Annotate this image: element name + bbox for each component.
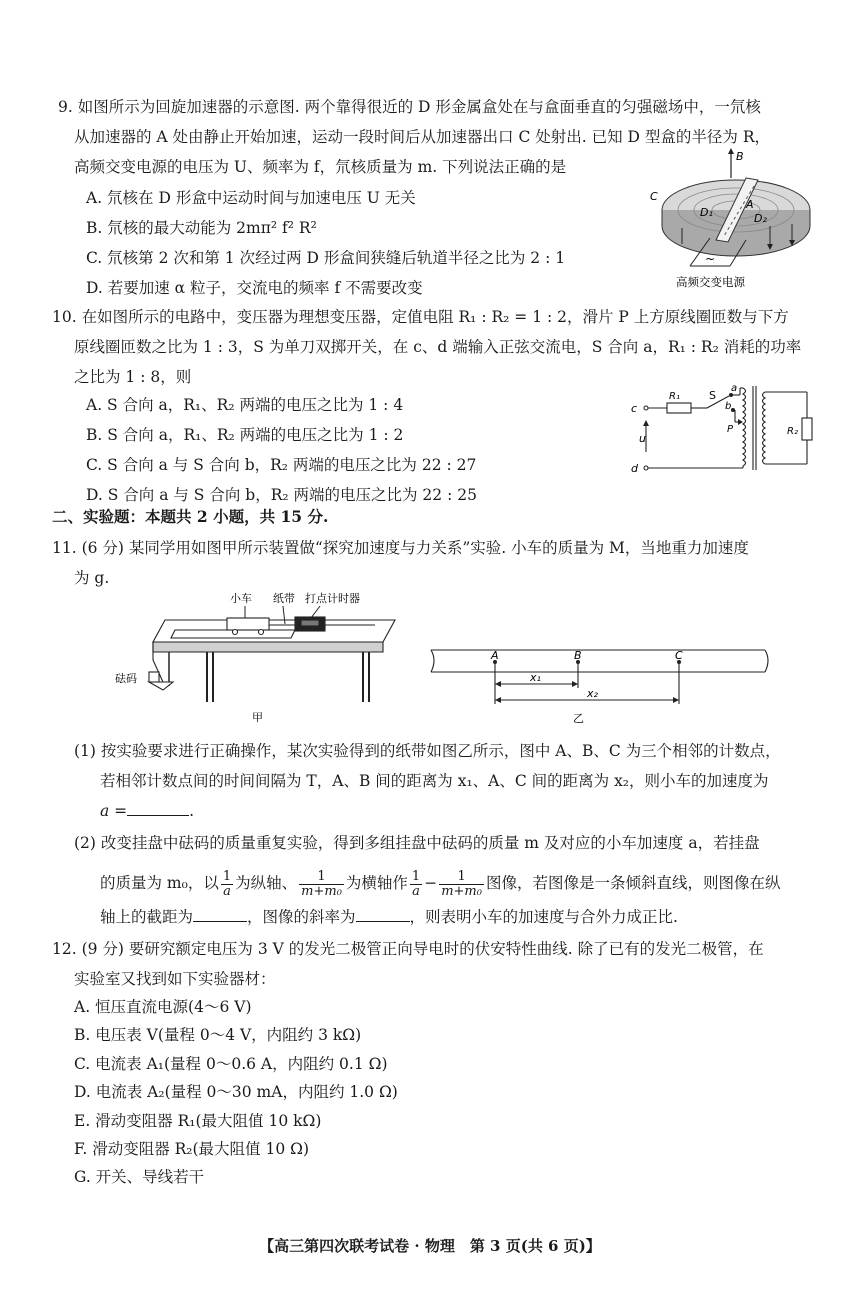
q9-stem-line1: 9. 如图所示为回旋加速器的示意图. 两个靠得很近的 D 形金属盒处在与盒面垂直的匀强磁场中，一氘核 (58, 98, 761, 116)
period: . (189, 802, 195, 820)
cyclotron-caption: 高频交变电源 (676, 275, 745, 289)
text-segment: 轴上的截距为 (100, 908, 194, 926)
text-segment: ，图像的斜率为 (247, 908, 356, 926)
q12-stem-line1: 12. (9 分) 要研究额定电压为 3 V 的发光二极管正向导电时的伏安特性曲线. 除了已有的发光二极管，在 (52, 940, 764, 958)
label-weight: 砝码 (115, 672, 137, 685)
text-segment: 的质量为 m₀，以 (100, 874, 219, 892)
label-u: u (639, 432, 646, 445)
fraction-1-over-m-m0 (439, 870, 484, 899)
fraction-numerator: 1 (411, 868, 421, 884)
label-B: B (736, 150, 744, 163)
q10-stem-line3: 之比为 1 : 8，则 (74, 368, 192, 386)
fraction-denominator: m+m₀ (301, 883, 342, 899)
q12-item: A. 恒压直流电源(4～6 V) (74, 998, 252, 1016)
fraction-numerator: 1 (222, 868, 232, 884)
label-S: S (709, 389, 716, 402)
fraction-1-over-a (221, 870, 233, 899)
q12-item: D. 电流表 A₂(量程 0～30 mA，内阻约 1.0 Ω) (74, 1083, 398, 1101)
label-D2: D₂ (754, 212, 767, 225)
experiment-setup-figure (115, 590, 405, 730)
tape-label-x1: x₁ (530, 671, 541, 684)
q10-stem-line2: 原线圈匝数之比为 1 : 3，S 为单刀双掷开关，在 c、d 端输入正弦交流电，S 合向 a，R₁ : R₂ 消耗的功率 (74, 338, 802, 356)
q10-option-b: B. S 合向 a，R₁、R₂ 两端的电压之比为 1 : 2 (86, 426, 404, 444)
fraction-denominator: a (412, 883, 420, 899)
label-A: A (746, 198, 754, 211)
q12-item: E. 滑动变阻器 R₁(最大阻值 10 kΩ) (74, 1112, 322, 1130)
fraction-1-over-a (410, 870, 422, 899)
paper-tape-figure (425, 640, 780, 726)
label-a: a (731, 383, 738, 394)
q11-part2-line2 (100, 866, 780, 900)
label-R1: R₁ (669, 391, 680, 402)
transformer-circuit-figure (625, 382, 820, 482)
q11-stem-line1: 11. (6 分) 某同学用如图甲所示装置做“探究加速度与力关系”实验. 小车的质量为 M，当地重力加速度 (52, 539, 749, 557)
fraction-numerator: 1 (299, 870, 344, 885)
q12-item: B. 电压表 V(量程 0～4 V，内阻约 3 kΩ) (74, 1026, 362, 1044)
q12-item: G. 开关、导线若干 (74, 1168, 205, 1186)
q9-stem-line2: 从加速器的 A 处由静止开始加速，运动一段时间后从加速器出口 C 处射出. 已知 D 型盒的半径为 R， (74, 128, 770, 146)
q12-stem-line2: 实验室又找到如下实验器材： (74, 970, 276, 988)
q12-item: C. 电流表 A₁(量程 0～0.6 A，内阻约 0.1 Ω) (74, 1055, 388, 1073)
tape-label-A: A (491, 649, 499, 662)
q11-stem-line2: 为 g. (74, 569, 110, 587)
accel-symbol: a = (100, 802, 128, 820)
text-segment: 图像，若图像是一条倾斜直线，则图像在纵 (485, 874, 781, 892)
label-d: d (631, 462, 638, 475)
label-tape: 纸带 (273, 592, 295, 605)
answer-blank-acceleration[interactable] (127, 801, 189, 816)
answer-blank-intercept[interactable] (193, 907, 247, 922)
label-C: C (650, 190, 658, 203)
q9-option-a: A. 氘核在 D 形盒中运动时间与加速电压 U 无关 (86, 189, 416, 207)
q10-option-c: C. S 合向 a 与 S 合向 b，R₂ 两端的电压之比为 22 : 27 (86, 456, 477, 474)
fraction-numerator: 1 (439, 870, 484, 885)
caption-jia: 甲 (252, 711, 263, 724)
fraction-1-over-m-m0 (299, 870, 344, 899)
q10-option-a: A. S 合向 a，R₁、R₂ 两端的电压之比为 1 : 4 (86, 396, 404, 414)
minus-sign: − (424, 874, 438, 892)
q11-part2-line3 (100, 906, 678, 928)
q10-option-d: D. S 合向 a 与 S 合向 b，R₂ 两端的电压之比为 22 : 25 (86, 486, 477, 504)
fraction-denominator: a (223, 883, 231, 899)
q9-option-d: D. 若要加速 α 粒子，交流电的频率 f 不需要改变 (86, 279, 423, 297)
q12-item: F. 滑动变阻器 R₂(最大阻值 10 Ω) (74, 1140, 310, 1158)
tape-label-C: C (675, 649, 683, 662)
text-segment: 为纵轴、 (235, 874, 298, 892)
q9-stem-line3: 高频交变电源的电压为 U、频率为 f，氘核质量为 m. 下列说法正确的是 (74, 158, 567, 176)
q11-part1-line1: (1) 按实验要求进行正确操作，某次实验得到的纸带如图乙所示，图中 A、B、C 为三个相邻的计数点， (74, 742, 781, 760)
text-segment: 为横轴作 (345, 874, 408, 892)
section-2-heading: 二、实验题：本题共 2 小题，共 15 分. (52, 507, 329, 526)
q9-option-b: B. 氘核的最大动能为 2mπ² f² R² (86, 219, 317, 237)
label-tilde: ~ (705, 252, 716, 266)
label-car: 小车 (230, 592, 252, 605)
tape-label-x2: x₂ (587, 687, 598, 700)
page-footer: 【高三第四次联考试卷 · 物理 第 3 页(共 6 页)】 (259, 1237, 601, 1255)
label-b: b (725, 401, 732, 412)
text-segment: ，则表明小车的加速度与合外力成正比. (409, 908, 678, 926)
q10-stem-line1: 10. 在如图所示的电路中，变压器为理想变压器，定值电阻 R₁ : R₂ = 1 : 2，滑片 P 上方原线圈匝数与下方 (52, 308, 789, 326)
answer-blank-slope[interactable] (356, 907, 410, 922)
fraction-denominator: m+m₀ (441, 883, 482, 899)
tape-label-B: B (574, 649, 582, 662)
q11-part1-line3 (100, 800, 194, 822)
q11-part1-line2: 若相邻计数点间的时间间隔为 T，A、B 间的距离为 x₁、A、C 间的距离为 x₂，则小车的加速度为 (100, 772, 769, 790)
q9-option-c: C. 氘核第 2 次和第 1 次经过两 D 形盒间狭缝后轨道半径之比为 2 : 1 (86, 249, 566, 267)
label-P: P (727, 424, 734, 435)
q11-part2-line1: (2) 改变挂盘中砝码的质量重复实验，得到多组挂盘中砝码的质量 m 及对应的小车加速度 a，若挂盘 (74, 834, 760, 852)
cyclotron-figure (650, 148, 825, 293)
caption-yi: 乙 (573, 712, 584, 725)
label-D1: D₁ (700, 206, 713, 219)
label-c: c (631, 402, 638, 415)
label-timer: 打点计时器 (305, 592, 360, 605)
label-R2: R₂ (787, 426, 798, 437)
